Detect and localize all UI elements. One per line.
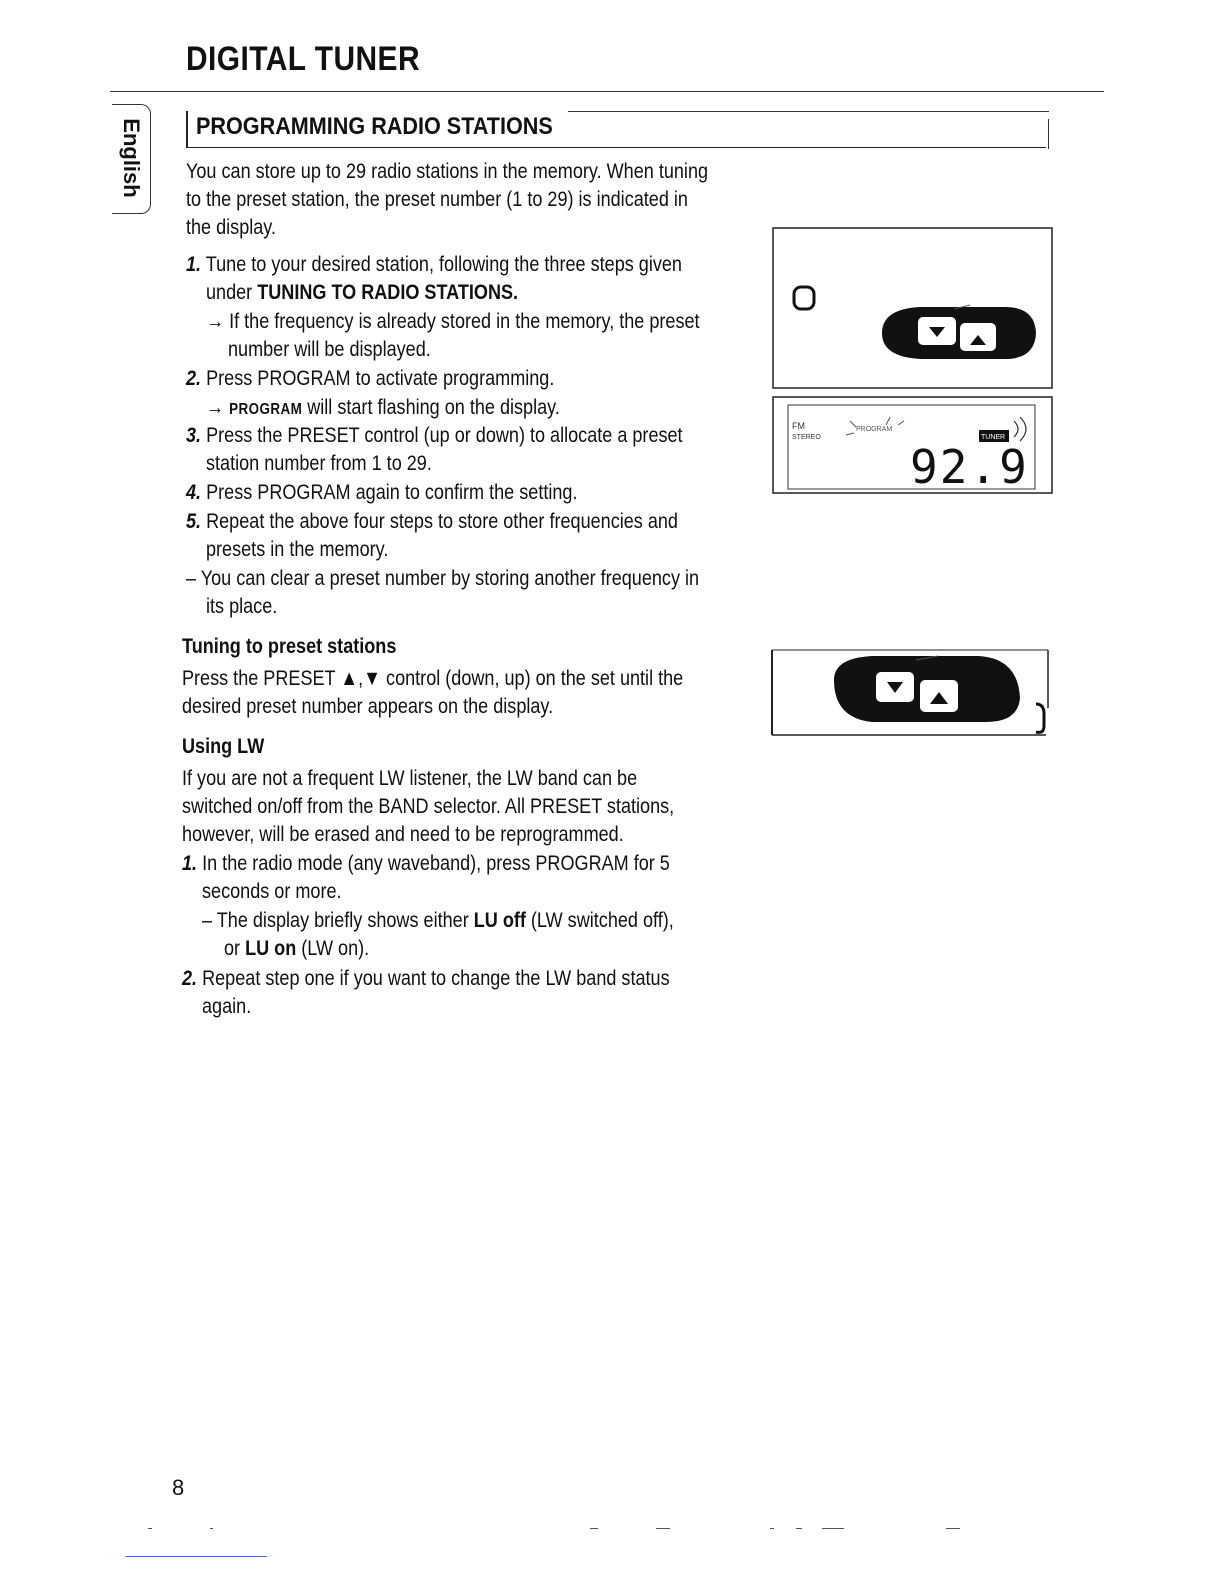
lw-step-1-result: [202, 906, 674, 934]
clear-preset-note-line-2: its place.: [206, 594, 278, 618]
partial-button-icon: [1036, 704, 1044, 732]
scan-mark: [148, 1528, 152, 1529]
program-button-icon: [794, 287, 814, 309]
frequency-readout: 92.9: [910, 440, 1029, 494]
step-1-result-text: If the frequency is already stored in the memory, the preset: [229, 309, 700, 333]
lw-step-1-text: In the radio mode (any waveband), press PROGRAM for 5: [202, 851, 670, 875]
language-tab-label: English: [119, 118, 144, 198]
step-5-text: Repeat the above four steps to store other frequencies and: [206, 509, 678, 533]
preset-rocker-body-icon: [882, 307, 1036, 359]
step-1-line-2: [206, 278, 518, 306]
step-2-result: [206, 393, 560, 424]
preset-line-1: Press the PRESET ▲,▼ control (down, up) on the set until the: [182, 666, 684, 690]
arrow-icon: →: [206, 309, 225, 333]
step-1-line-2-prefix: under: [206, 280, 258, 304]
flashing-program-indicator: PROGRAM: [856, 426, 893, 433]
lw-step-2-text: Repeat step one if you want to change the LW band status: [202, 966, 670, 990]
page-number: 8: [172, 1475, 185, 1500]
lw-on-label: LU on: [245, 936, 297, 960]
step-2-text: Press PROGRAM to activate programming.: [206, 366, 555, 390]
step-3-number: 3.: [186, 423, 202, 447]
step-5-number: 5.: [186, 509, 202, 533]
step-5: [186, 507, 678, 535]
dash-bullet: –: [186, 566, 197, 590]
scan-mark: [770, 1528, 774, 1529]
preset-line-2: desired preset number appears on the display.: [182, 694, 554, 718]
lw-heading: Using LW: [182, 734, 265, 758]
lw-step-2-line-2: again.: [202, 994, 252, 1018]
lw-line-3: however, will be erased and need to be reprogrammed.: [182, 822, 624, 846]
header-rule: [110, 91, 1104, 92]
step-3: [186, 421, 683, 449]
page-title: DIGITAL TUNER: [186, 40, 420, 78]
section-title: PROGRAMMING RADIO STATIONS: [196, 113, 553, 140]
intro-line-1: You can store up to 29 radio stations in the memory. When tuning: [186, 159, 709, 183]
scan-mark: [210, 1528, 213, 1529]
dash-bullet: –: [202, 908, 213, 932]
lw-line-2: switched on/off from the BAND selector. All PRESET stations,: [182, 794, 675, 818]
arrow-icon: →: [206, 395, 225, 419]
lw-line-1: If you are not a frequent LW listener, the LW band can be: [182, 766, 638, 790]
intro-line-2: to the preset station, the preset number (1 to 29) is indicated in: [186, 187, 688, 211]
step-3-text: Press the PRESET control (up or down) to allocate a preset: [206, 423, 683, 447]
lw-step-1-result-line-2: [224, 934, 369, 962]
scan-mark: [822, 1528, 844, 1529]
section-frame-top-line: [568, 111, 1049, 112]
figure-preset-buttons: [768, 648, 1058, 738]
step-5-line-2: presets in the memory.: [206, 537, 389, 561]
step-1: [186, 250, 682, 278]
clear-preset-note-text: You can clear a preset number by storing another frequency in: [200, 566, 700, 590]
lw-step-1-result-2-prefix: or: [224, 936, 246, 960]
step-4-text: Press PROGRAM again to confirm the setting.: [206, 480, 578, 504]
step-3-line-2: station number from 1 to 29.: [206, 451, 432, 475]
lw-step-1-result-prefix: The display briefly shows either: [216, 908, 474, 932]
lw-step-1: [182, 849, 670, 877]
step-2: [186, 364, 554, 392]
lw-step-2: [182, 964, 670, 992]
step-2-number: 2.: [186, 366, 202, 390]
step-2-result-text: will start flashing on the display.: [302, 395, 560, 419]
lw-step-2-number: 2.: [182, 966, 198, 990]
fm-indicator: FM: [792, 421, 805, 431]
tuner-badge-label: TUNER: [981, 434, 1006, 441]
lw-step-1-result-suffix: (LW switched off),: [525, 908, 674, 932]
lw-step-1-number: 1.: [182, 851, 198, 875]
signal-icon: [1014, 417, 1026, 441]
step-1-cross-reference: TUNING TO RADIO STATIONS.: [257, 280, 519, 304]
step-1-number: 1.: [186, 252, 202, 276]
stereo-indicator: STEREO: [792, 434, 821, 441]
footer-rule: [125, 1556, 267, 1557]
step-1-result: [206, 307, 700, 335]
step-1-text: Tune to your desired station, following the three steps given: [205, 252, 682, 276]
scan-mark: [590, 1528, 598, 1529]
scan-mark: [946, 1528, 960, 1529]
step-1-result-line-2: number will be displayed.: [228, 337, 431, 361]
program-indicator-text: PROGRAM: [229, 401, 303, 418]
lw-off-label: LU off: [473, 908, 526, 932]
scan-mark: [796, 1528, 802, 1529]
intro-line-3: the display.: [186, 215, 277, 239]
clear-preset-note: [186, 564, 699, 592]
step-4: [186, 478, 577, 506]
step-4-number: 4.: [186, 480, 202, 504]
lw-step-1-line-2: seconds or more.: [202, 879, 342, 903]
lw-step-1-result-2-suffix: (LW on).: [296, 936, 370, 960]
section-frame-right-tick: [1048, 119, 1050, 149]
scan-mark: [656, 1528, 670, 1529]
preset-heading: Tuning to preset stations: [182, 634, 397, 658]
figure-preset-program-display: [770, 225, 1056, 497]
